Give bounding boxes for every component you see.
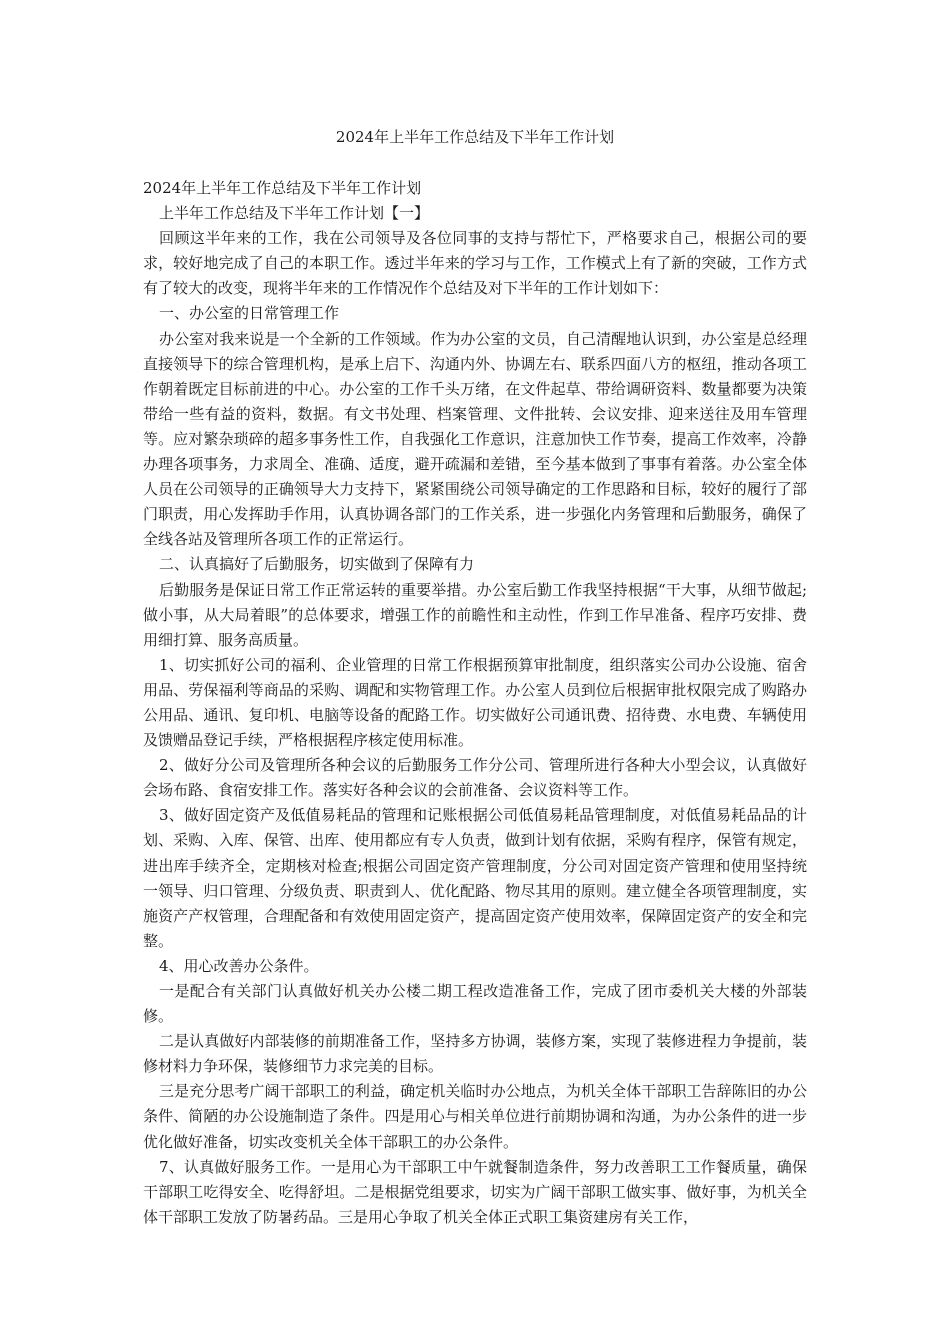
paragraph-item-4: 4、用心改善办公条件。 bbox=[159, 956, 319, 975]
heading-logistics: 二、认真搞好了后勤服务，切实做到了保障有力 bbox=[159, 555, 475, 574]
paragraph-third: 三是充分思考广阔干部职工的利益，确定机关临时办公地点，为机关全体干部职工告辞陈旧的办公条件、简陋的办公设施制造了条件。四是用心与相关单位进行前期协调和沟通，为办公条件的进一步优化做好准备，切实改变机关全体干部职工的办公条件。 bbox=[143, 1082, 807, 1151]
heading-office-management: 一、办公室的日常管理工作 bbox=[159, 304, 340, 323]
paragraph-item-3: 3、做好固定资产及低值易耗品的管理和记账根据公司低值易耗品管理制度，对低值易耗品品的计划、采购、入库、保管、出库、使用都应有专人负责，做到计划有依据，采购有程序，保管有规定，进出库手续齐全，定期核对检查;根据公司固定资产管理制度，分公司对固定资产管理和使用坚持统一领导、归口管理、分级负责、职责到人、优化配路、物尽其用的原则。建立健全各项管理制度，实施资产产权管理，合理配备和有效使用固定资产，提高固定资产使用效率，保障固定资产的安全和完整。 bbox=[143, 806, 807, 950]
paragraph-office-management: 办公室对我来说是一个全新的工作领域。作为办公室的文员，自己清醒地认识到，办公室是总经理直接领导下的综合管理机构，是承上启下、沟通内外、协调左右、联系四面八方的枢纽，推动各项工作朝着既定目标前进的中心。办公室的工作千头万绪，在文件起草、带给调研资料、数量都要为决策带给一些有益的资料，数据。有文书处理、档案管理、文件批转、会议安排、迎来送往及用车管理等。应对繁杂琐碎的超多事务性工作，自我强化工作意识，注意加快工作节奏，提高工作效率，冷静办理各项事务，力求周全、准确、适度，避开疏漏和差错，至今基本做到了事事有着落。办公室全体人员在公司领导的正确领导大力支持下，紧紧围绕公司领导确定的工作思路和目标，较好的履行了部门职责，用心发挥助手作用，认真协调各部门的工作关系，进一步强化内务管理和后勤服务，确保了全线各站及管理所各项工作的正常运行。 bbox=[143, 329, 807, 549]
section-heading: 上半年工作总结及下半年工作计划【一】 bbox=[159, 204, 430, 223]
paragraph-item-2: 2、做好分公司及管理所各种会议的后勤服务工作分公司、管理所进行各种大小型会议，认真做好会场布路、食宿安排工作。落实好各种会议的会前准备、会议资料等工作。 bbox=[143, 756, 807, 800]
paragraph-intro: 回顾这半年来的工作，我在公司领导及各位同事的支持与帮忙下，严格要求自己，根据公司的要求，较好地完成了自己的本职工作。透过半年来的学习与工作，工作模式上有了新的突破，工作方式有了较大的改变，现将半年来的工作情况作个总结及对下半年的工作计划如下： bbox=[143, 229, 807, 298]
paragraph-item-7: 7、认真做好服务工作。一是用心为干部职工中午就餐制造条件，努力改善职工工作餐质量，确保干部职工吃得安全、吃得舒坦。二是根据党组要求，切实为广阔干部职工做实事、做好事，为机关全体干部职工发放了防暑药品。三是用心争取了机关全体正式职工集资建房有关工作， bbox=[143, 1157, 807, 1226]
paragraph-second: 二是认真做好内部装修的前期准备工作，坚持多方协调，装修方案，实现了装修进程力争提前，装修材料力争环保，装修细节力求完美的目标。 bbox=[143, 1032, 807, 1076]
paragraph-item-1: 1、切实抓好公司的福利、企业管理的日常工作根据预算审批制度，组织落实公司办公设施、宿舍用品、劳保福利等商品的采购、调配和实物管理工作。办公室人员到位后根据审批权限完成了购路办公用品、通讯、复印机、电脑等设备的配路工作。切实做好公司通讯费、招待费、水电费、车辆使用及馈赠品登记手续，严格根据程序核定使用标准。 bbox=[143, 655, 807, 750]
page-title: 2024年上半年工作总结及下半年工作计划 bbox=[335, 128, 615, 146]
paragraph-first: 一是配合有关部门认真做好机关办公楼二期工程改造准备工作，完成了团市委机关大楼的外部装修。 bbox=[143, 982, 807, 1026]
document-subtitle: 2024年上半年工作总结及下半年工作计划 bbox=[143, 179, 422, 197]
document-body bbox=[143, 176, 807, 1230]
paragraph-logistics: 后勤服务是保证日常工作正常运转的重要举措。办公室后勤工作我坚持根据“干大事，从细节做起;做小事，从大局着眼”的总体要求，增强工作的前瞻性和主动性，作到工作早准备、程序巧安排、费用细打算、服务高质量。 bbox=[143, 580, 807, 649]
